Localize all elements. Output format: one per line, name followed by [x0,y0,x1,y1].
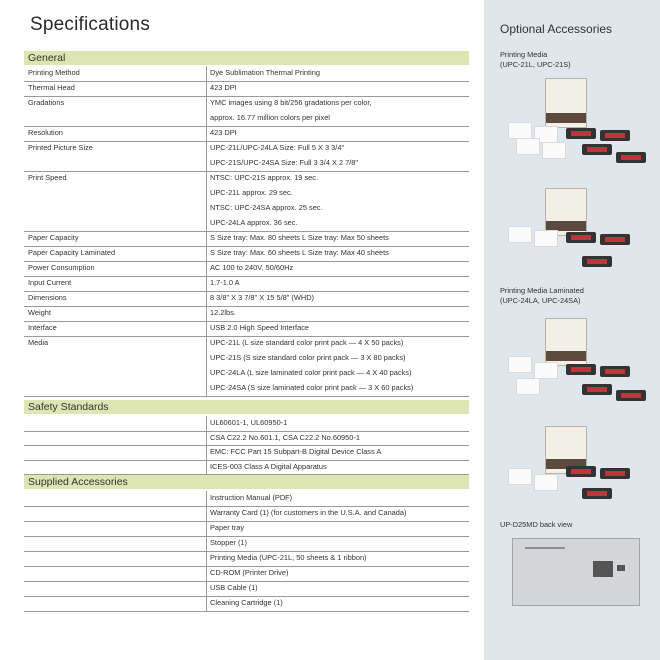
spec-value [210,581,469,596]
spec-value [210,491,469,506]
spec-value-line: Dye Sublimation Thermal Printing [210,68,320,77]
column-divider [206,416,207,474]
spec-row [24,551,469,566]
spec-row [24,126,469,141]
spec-value-line: AC 100 to 240V, 50/60Hz [210,263,294,272]
section-supplied-accessories: Supplied Accessories [24,475,469,489]
spec-label: Power Consumption [28,263,95,272]
spec-row [24,460,469,475]
spec-label: Interface [28,323,57,332]
spec-row [24,506,469,521]
spec-row [24,66,469,81]
spec-label: Dimensions [28,293,67,302]
spec-row [24,581,469,596]
spec-label: Media [28,338,49,347]
spec-label: Paper Capacity Laminated [28,248,116,257]
spec-value-line: UPC-21S/UPC-24SA Size: Full 3 3/4 X 2 7/8" [210,158,359,167]
spec-value [210,246,469,261]
spec-row [24,491,469,506]
spec-value [210,141,469,171]
spec-row [24,141,469,171]
spec-row [24,445,469,460]
spec-row [24,171,469,231]
spec-label: Thermal Head [28,83,75,92]
spec-row [24,306,469,321]
spec-label: Printed Picture Size [28,143,93,152]
spec-value [210,551,469,566]
spec-value [210,276,469,291]
printing-media-laminated-caption: Printing Media Laminated (UPC-24LA, UPC-24SA) [500,286,584,305]
spec-value-line: Stopper (1) [210,538,247,547]
spec-value-line: Cleaning Cartridge (1) [210,598,283,607]
spec-value [210,521,469,536]
spec-row [24,596,469,611]
back-view-caption: UP-D25MD back view [500,520,573,529]
spec-value [210,291,469,306]
spec-value-line: S Size tray: Max. 60 sheets L Size tray: Max 40 sheets [210,248,389,257]
spec-row [24,336,469,396]
spec-value-line: UL60601-1, UL60950-1 [210,418,288,427]
spec-value-line: UPC-21L (L size standard color print pack — 4 X 50 packs) [210,338,404,347]
spec-value-line: 8 3/8" X 3 7/8" X 15 5/8" (WHD) [210,293,314,302]
spec-row [24,431,469,446]
spec-label: Weight [28,308,51,317]
spec-value-line: 1.7-1.0 A [210,278,240,287]
spec-value [210,445,469,460]
column-divider [206,491,207,611]
spec-value-line: CSA C22.2 No.601.1, CSA C22.2 No.60950-1 [210,432,360,442]
spec-value [210,536,469,551]
row-divider [24,611,469,612]
spec-row [24,96,469,126]
spec-label: Print Speed [28,173,67,182]
optional-accessories-title: Optional Accessories [500,22,613,36]
spec-value [210,126,469,141]
spec-value-line: 12.2lbs. [210,308,236,317]
spec-value-line: CD-ROM (Printer Drive) [210,568,289,577]
page-title: Specifications [30,14,151,35]
spec-value-line: USB 2.0 High Speed Interface [210,323,310,332]
printer-back-view-image [512,538,640,606]
spec-value [210,81,469,96]
spec-value-line: S Size tray: Max. 80 sheets L Size tray: Max 50 sheets [210,233,389,242]
spec-value [210,460,469,475]
spec-value-line: Paper tray [210,523,245,532]
row-divider [24,396,469,397]
spec-row [24,246,469,261]
spec-row [24,321,469,336]
spec-value-line: 423 DPI [210,83,237,92]
spec-value-line: Instruction Manual (PDF) [210,493,293,502]
printing-media-caption: Printing Media (UPC-21L, UPC-21S) [500,50,571,69]
spec-value [210,321,469,336]
spec-label: Gradations [28,98,65,107]
spec-value-line: EMC: FCC Part 15 Subpart-B Digital Device Class A [210,447,382,456]
spec-value-line: UPC-24LA approx. 36 sec. [210,218,298,227]
spec-row [24,536,469,551]
spec-value [210,66,469,81]
spec-value [210,336,469,396]
spec-value [210,171,469,231]
spec-value-line: NTSC: UPC-24SA approx. 25 sec. [210,203,323,212]
spec-label: Printing Method [28,68,80,77]
spec-value-line: ICES-003 Class A Digital Apparatus [210,461,327,471]
spec-value [210,261,469,276]
spec-value [210,566,469,581]
spec-row [24,231,469,246]
spec-row [24,521,469,536]
spec-value-line: NTSC: UPC-21S approx. 19 sec. [210,173,319,182]
spec-row [24,276,469,291]
spec-value-line: UPC-24SA (S size laminated color print pack — 3 X 60 packs) [210,383,414,392]
spec-value [210,506,469,521]
spec-value-line: UPC-21L approx. 29 sec. [210,188,293,197]
section-safety-standards: Safety Standards [24,400,469,414]
spec-value-line: UPC-21S (S size standard color print pack — 3 X 80 packs) [210,353,406,362]
spec-row [24,291,469,306]
column-divider [206,66,207,396]
spec-value-line: 423 DPI [210,128,237,137]
spec-value [210,431,469,446]
spec-value-line: Printing Media (UPC-21L, 50 sheets & 1 ribbon) [210,553,367,562]
spec-value [210,596,469,611]
spec-value [210,96,469,126]
section-general: General [24,51,469,65]
spec-value-line: YMC images using 8 bit/256 gradations per color, [210,98,372,107]
spec-value [210,306,469,321]
spec-row [24,566,469,581]
spec-value-line: UPC-21L/UPC-24LA Size: Full 5 X 3 3/4" [210,143,345,152]
spec-label: Resolution [28,128,63,137]
spec-value-line: approx. 16.77 million colors per pixel [210,113,330,122]
spec-row [24,261,469,276]
spec-value-line: USB Cable (1) [210,583,258,592]
spec-label: Paper Capacity [28,233,79,242]
spec-value-line: Warranty Card (1) (for customers in the U.S.A. and Canada) [210,508,407,517]
spec-value [210,231,469,246]
spec-value-line: UPC-24LA (L size laminated color print pack — 4 X 40 packs) [210,368,412,377]
spec-row [24,81,469,96]
spec-row [24,416,469,431]
spec-label: Input Current [28,278,72,287]
spec-value [210,416,469,431]
